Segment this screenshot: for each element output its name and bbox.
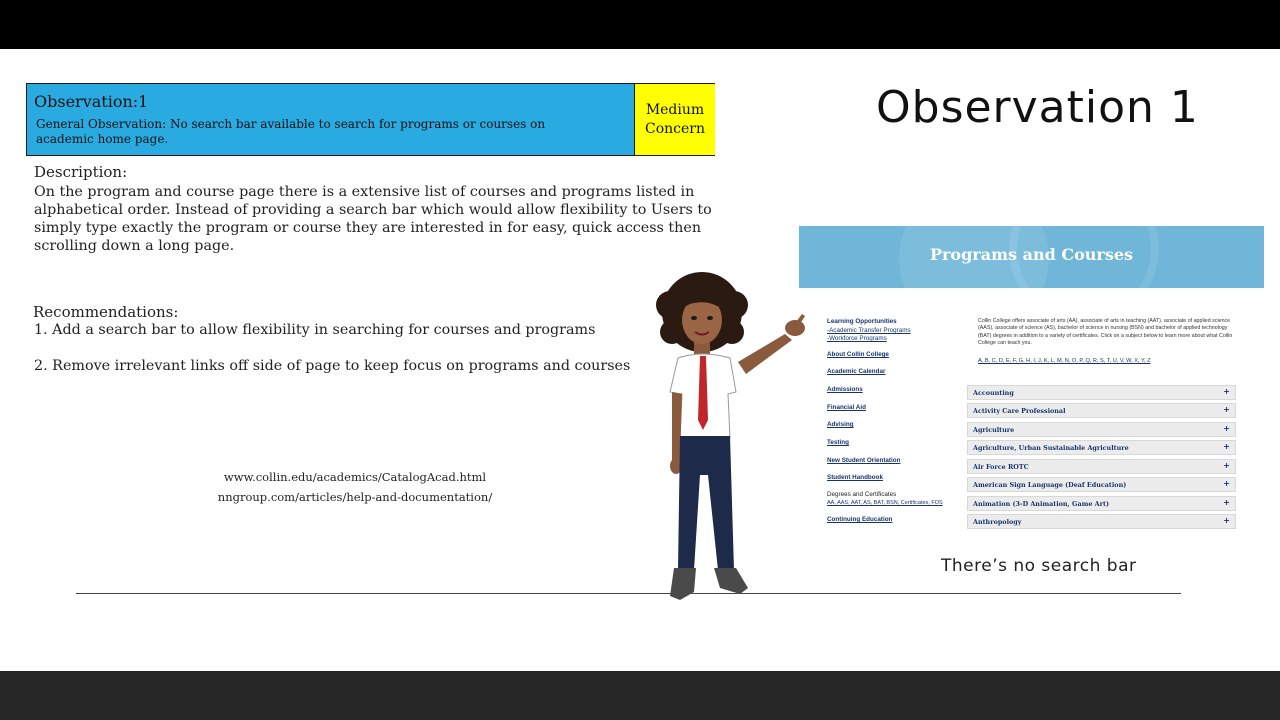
program-row[interactable] (967, 385, 1236, 400)
program-row[interactable] (967, 459, 1236, 474)
expand-plus-icon[interactable]: + (1223, 461, 1230, 470)
program-row[interactable] (967, 422, 1236, 437)
programs-banner (799, 226, 1264, 288)
expand-plus-icon[interactable]: + (1223, 479, 1230, 488)
program-name: Anthropology (973, 518, 1022, 526)
alphabet-index[interactable]: A, B, C, D, E, F, G, H, I, J, K, L, M, N, O, P, Q, R, S, T, U, V, W, X, Y, Z (978, 358, 1151, 364)
program-row[interactable] (967, 403, 1236, 418)
program-name: Air Force ROTC (973, 463, 1029, 471)
divider-line (76, 593, 1181, 594)
concern-line-2: Concern (645, 121, 705, 137)
sidebar-link-orientation[interactable]: New Student Orientation (827, 457, 901, 464)
program-row[interactable] (967, 496, 1236, 511)
source-url-1: www.collin.edu/academics/CatalogAcad.html (223, 470, 487, 484)
sidebar-link-testing[interactable]: Testing (827, 439, 849, 446)
expand-plus-icon[interactable]: + (1223, 498, 1230, 507)
sidebar-learning-opportunities: Learning Opportunities (827, 318, 897, 325)
source-url-2: nngroup.com/articles/help-and-documentation/ (217, 490, 493, 504)
banner-title: Programs and Courses (929, 245, 1134, 264)
program-row[interactable] (967, 440, 1236, 455)
general-observation-text: General Observation: No search bar available to search for programs or courses on academic home page. (36, 117, 546, 146)
concern-line-1: Medium (645, 102, 705, 118)
program-name: Agriculture (973, 426, 1015, 434)
program-row[interactable] (967, 514, 1236, 529)
program-name: Activity Care Professional (973, 407, 1066, 415)
program-name: American Sign Language (Deaf Education) (973, 481, 1127, 489)
no-search-bar-caption: There’s no search bar (941, 556, 1137, 576)
slide-title: Observation 1 (876, 82, 1199, 133)
top-black-bar (0, 0, 1280, 49)
program-name: Animation (3-D Animation, Game Art) (973, 500, 1109, 508)
sidebar-link-advising[interactable]: Advising (827, 421, 854, 428)
sidebar-degrees-heading: Degrees and Certificates (827, 491, 897, 498)
program-name: Agriculture, Urban Sustainable Agriculture (973, 444, 1129, 452)
expand-plus-icon[interactable]: + (1223, 387, 1230, 396)
observation-header-box (26, 83, 635, 156)
sidebar-link-calendar[interactable]: Academic Calendar (827, 368, 886, 375)
observation-title: Observation:1 (34, 92, 149, 111)
program-name: Accounting (973, 389, 1014, 397)
expand-plus-icon[interactable]: + (1223, 405, 1230, 414)
description-body: On the program and course page there is a extensive list of courses and programs listed in alphabetical order. Instead of providing a search bar which would allow flexibility to Users to simply type exactly the program or course they are interested in for easy, quick access then scrolling down a long page. (34, 184, 712, 254)
recommendation-1: 1. Add a search bar to allow flexibility in searching for courses and programs (34, 322, 596, 338)
website-intro-text: Collin College offers associate of arts (AA), associate of arts in teaching (AAT), associate of applied science (AAS), associate of science (AS), bachelor of science in nursing (BSN) and bachelor of applied technology (BAT) degrees in addition to a variety of certificates. Click on a subject below to learn more about what Collin College can teach you. (978, 318, 1233, 347)
expand-plus-icon[interactable]: + (1223, 516, 1230, 525)
expand-plus-icon[interactable]: + (1223, 442, 1230, 451)
sidebar-link-admissions[interactable]: Admissions (827, 386, 863, 393)
recommendation-2: 2. Remove irrelevant links off side of page to keep focus on programs and courses (34, 358, 631, 374)
expand-plus-icon[interactable]: + (1223, 424, 1230, 433)
concern-level-box (635, 83, 715, 156)
sidebar-link-workforce[interactable]: -Workforce Programs (827, 335, 887, 342)
sidebar-link-financial-aid[interactable]: Financial Aid (827, 404, 866, 411)
bottom-dark-bar (0, 671, 1280, 720)
sidebar-link-handbook[interactable]: Student Handbook (827, 474, 883, 481)
program-row[interactable] (967, 477, 1236, 492)
sidebar-link-about[interactable]: About Collin College (827, 351, 889, 358)
sidebar-degree-links[interactable]: AA, AAS, AAT, AS, BAT, BSN, Certificates, FOS (827, 500, 943, 506)
presenter-character-illustration (650, 270, 820, 605)
description-heading: Description: (34, 163, 128, 181)
sidebar-link-continuing-ed[interactable]: Continuing Education (827, 516, 893, 523)
sidebar-link-academic-transfer[interactable]: -Academic Transfer Programs (827, 327, 911, 334)
recommendations-heading: Recommendations: (33, 303, 179, 321)
